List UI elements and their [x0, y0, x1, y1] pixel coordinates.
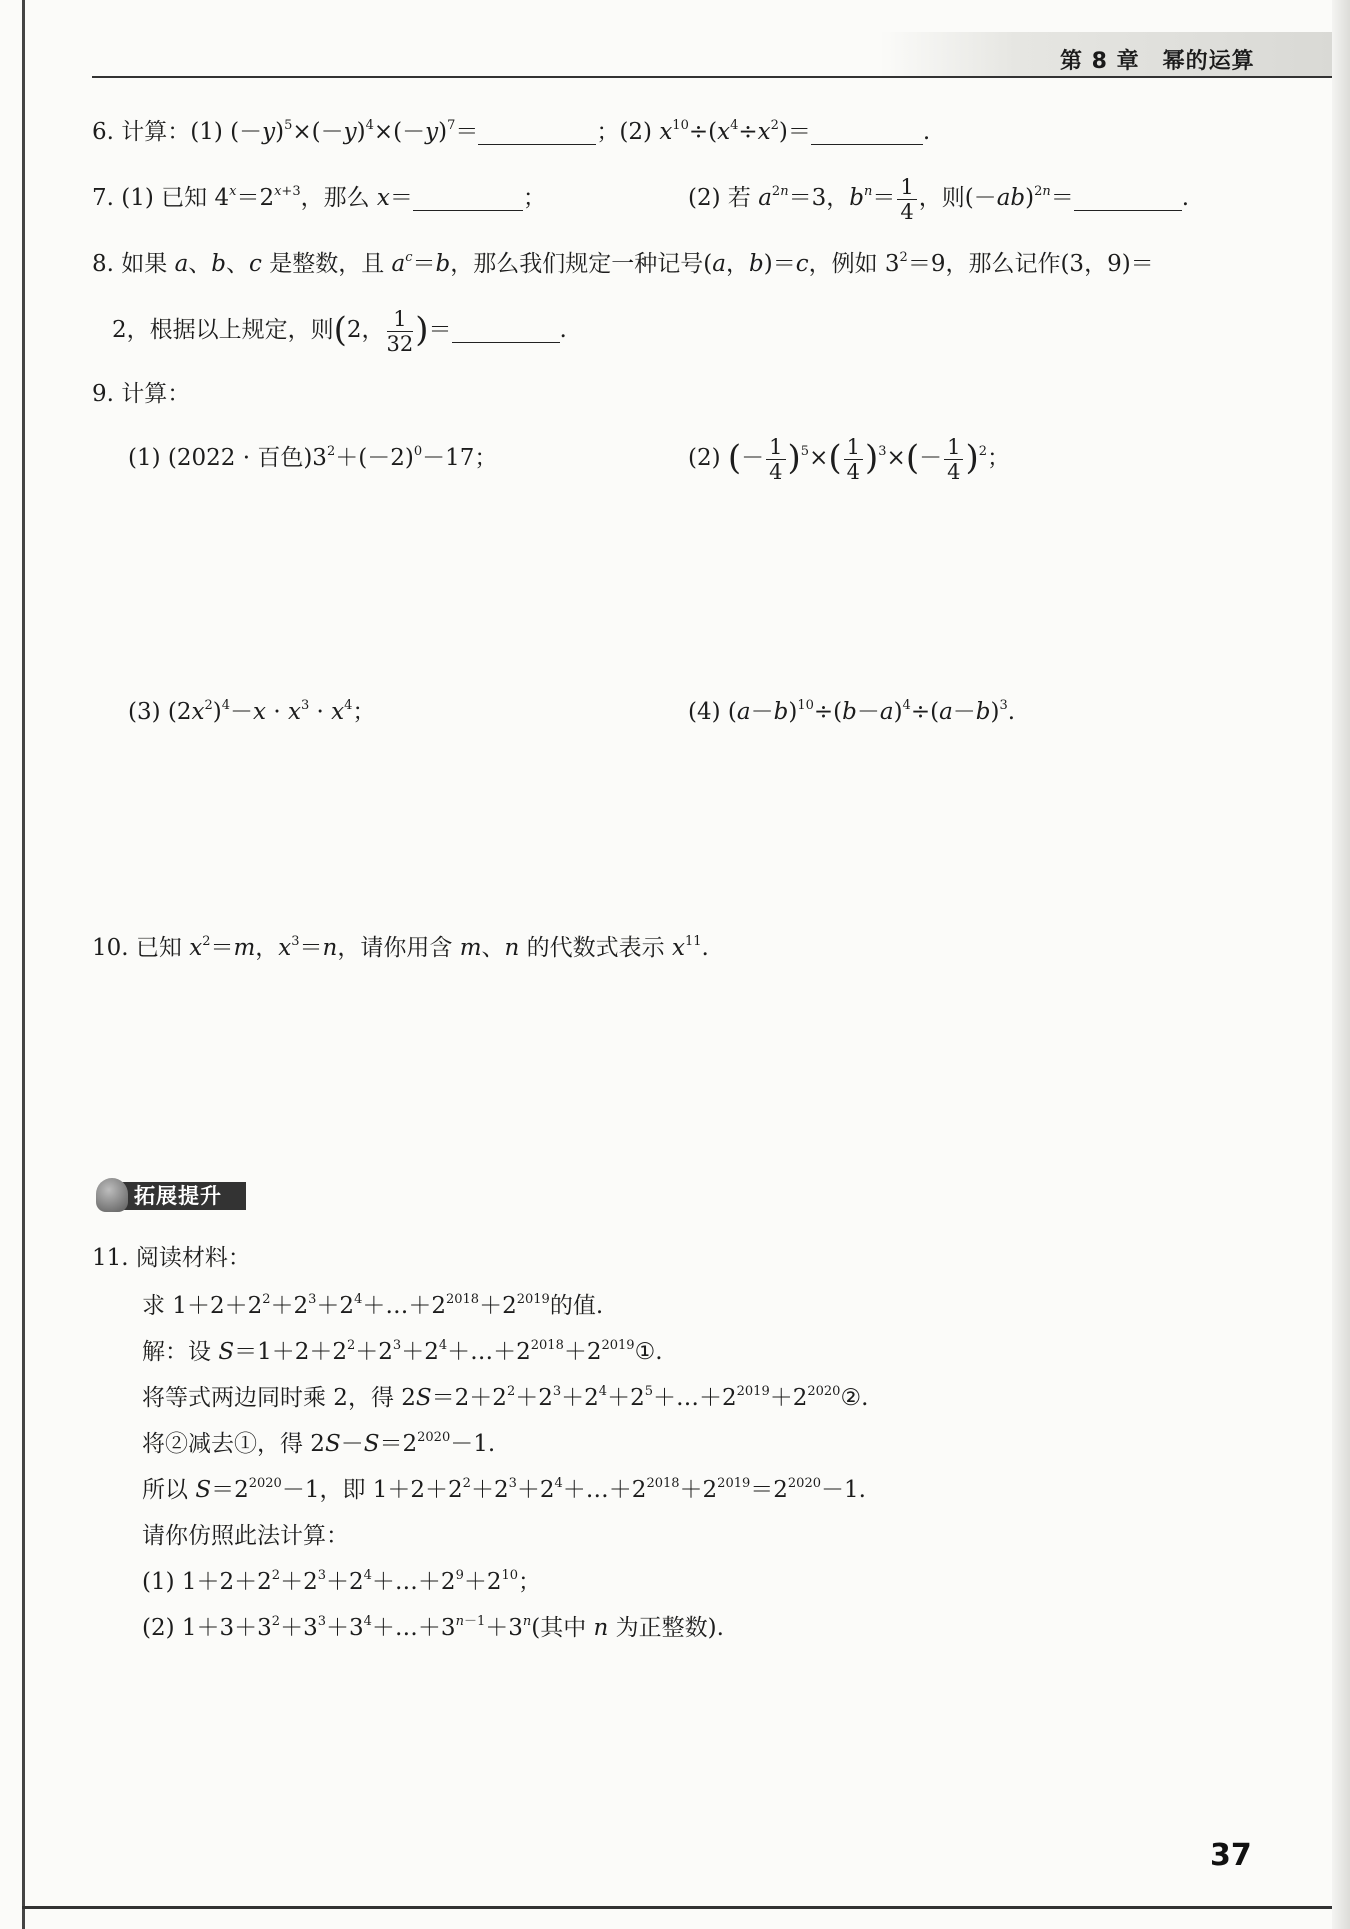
page-number: 37: [1210, 1838, 1252, 1873]
question-9-part-2: (2) (－ $\frac{1}{4}$ )$^5$×( $\frac{1}{4}$ )$^3$×(－ $\frac{1}{4}$ )$^2$；: [688, 434, 1011, 484]
answer-blank[interactable]: [1074, 186, 1182, 211]
question-11-line-6: 请你仿照此法计算：: [142, 1523, 349, 1549]
answer-blank[interactable]: [452, 318, 560, 343]
question-11-line-3: 将等式两边同时乘 2，得 $2S=2+2^2+2^3+2^4+2^5+\dots+2^{2019}+2^{2020}②$.: [142, 1384, 869, 1411]
answer-blank[interactable]: [811, 120, 923, 145]
bottom-rule: [22, 1906, 1332, 1909]
question-8-line-2: 2，根据以上规定，则(2， $\frac{1}{32}$ )＝ .: [112, 306, 567, 356]
question-6: 6. 计算：(1) $(-y)^5\times(-y)^4\times(-y)^7=$ ；(2) $x^{10}\div(x^4\div x^2)=$ .: [92, 118, 931, 145]
question-11-line-8: (2) $1+3+3^2+3^3+3^4+\dots+3^{n-1}+3^n$(其中 n 为正整数).: [142, 1614, 724, 1641]
page-edge-shadow: [1332, 0, 1350, 1929]
answer-blank[interactable]: [478, 120, 596, 145]
header-rule: [92, 76, 1332, 78]
fraction: $\frac{1}{4}$: [897, 175, 916, 224]
question-11-line-5: 所以 $S=2^{2020}-1$，即 $1+2+2^2+2^3+2^4+\dots+2^{2018}+2^{2019}=2^{2020}-1$.: [142, 1476, 866, 1503]
left-margin-rule: [22, 0, 25, 1929]
question-11-line-1: 求 $1+2+2^2+2^3+2^4+\dots+2^{2018}+2^{2019}$的值.: [142, 1292, 604, 1319]
question-11-title: 11. 阅读材料：: [92, 1245, 251, 1271]
fraction: $\frac{1}{4}$: [844, 435, 863, 484]
fraction: $\frac{1}{4}$: [944, 435, 963, 484]
question-9-part-3: (3) $(2x^2)^4-x \cdot x^3 \cdot x^4$；: [128, 698, 376, 725]
section-tag-label: 拓展提升: [134, 1184, 222, 1208]
question-9-title: 9. 计算：: [92, 381, 191, 407]
section-tag: [96, 1178, 256, 1212]
question-9-part-1: (1) (2022 · 百色)$3^2+(-2)^0-17$；: [128, 444, 498, 471]
question-11-line-2: 解：设 $S=1+2+2^2+2^3+2^4+\dots+2^{2018}+2^{2019}①$.: [142, 1338, 663, 1365]
lightbulb-icon: [96, 1178, 128, 1212]
chapter-title: 第 8 章 幂的运算: [1060, 49, 1255, 74]
fraction: $\frac{1}{4}$: [766, 435, 785, 484]
fraction: $\frac{1}{32}$: [386, 306, 414, 356]
question-9-part-4: (4) $(a-b)^{10}\div(b-a)^4\div(a-b)^3$.: [688, 698, 1016, 725]
question-10: 10. 已知 $x^2=m$，$x^3=n$，请你用含 m、n 的代数式表示 $x^{11}$.: [92, 934, 709, 961]
question-7-part-1: 7. (1) 已知 $4^x=2^{x+3}$，那么 x＝ ；: [92, 184, 546, 211]
question-8-line-1: 8. 如果 a、b、c 是整数，且 $a^c=b$，那么我们规定一种记号(a，b)＝c，例如 $3^2=9$，那么记作(3，9)＝: [92, 250, 1154, 277]
question-11-line-4: 将②减去①，得 $2S-S=2^{2020}-1$.: [142, 1430, 496, 1457]
question-7-part-2: (2) 若 $a^{2n}=3$，$b^n=$ $\frac{1}{4}$ ，则$(-ab)^{2n}=$ .: [688, 174, 1190, 224]
answer-blank[interactable]: [413, 186, 523, 211]
question-11-line-7: (1) $1+2+2^2+2^3+2^4+\dots+2^9+2^{10}$；: [142, 1568, 542, 1595]
